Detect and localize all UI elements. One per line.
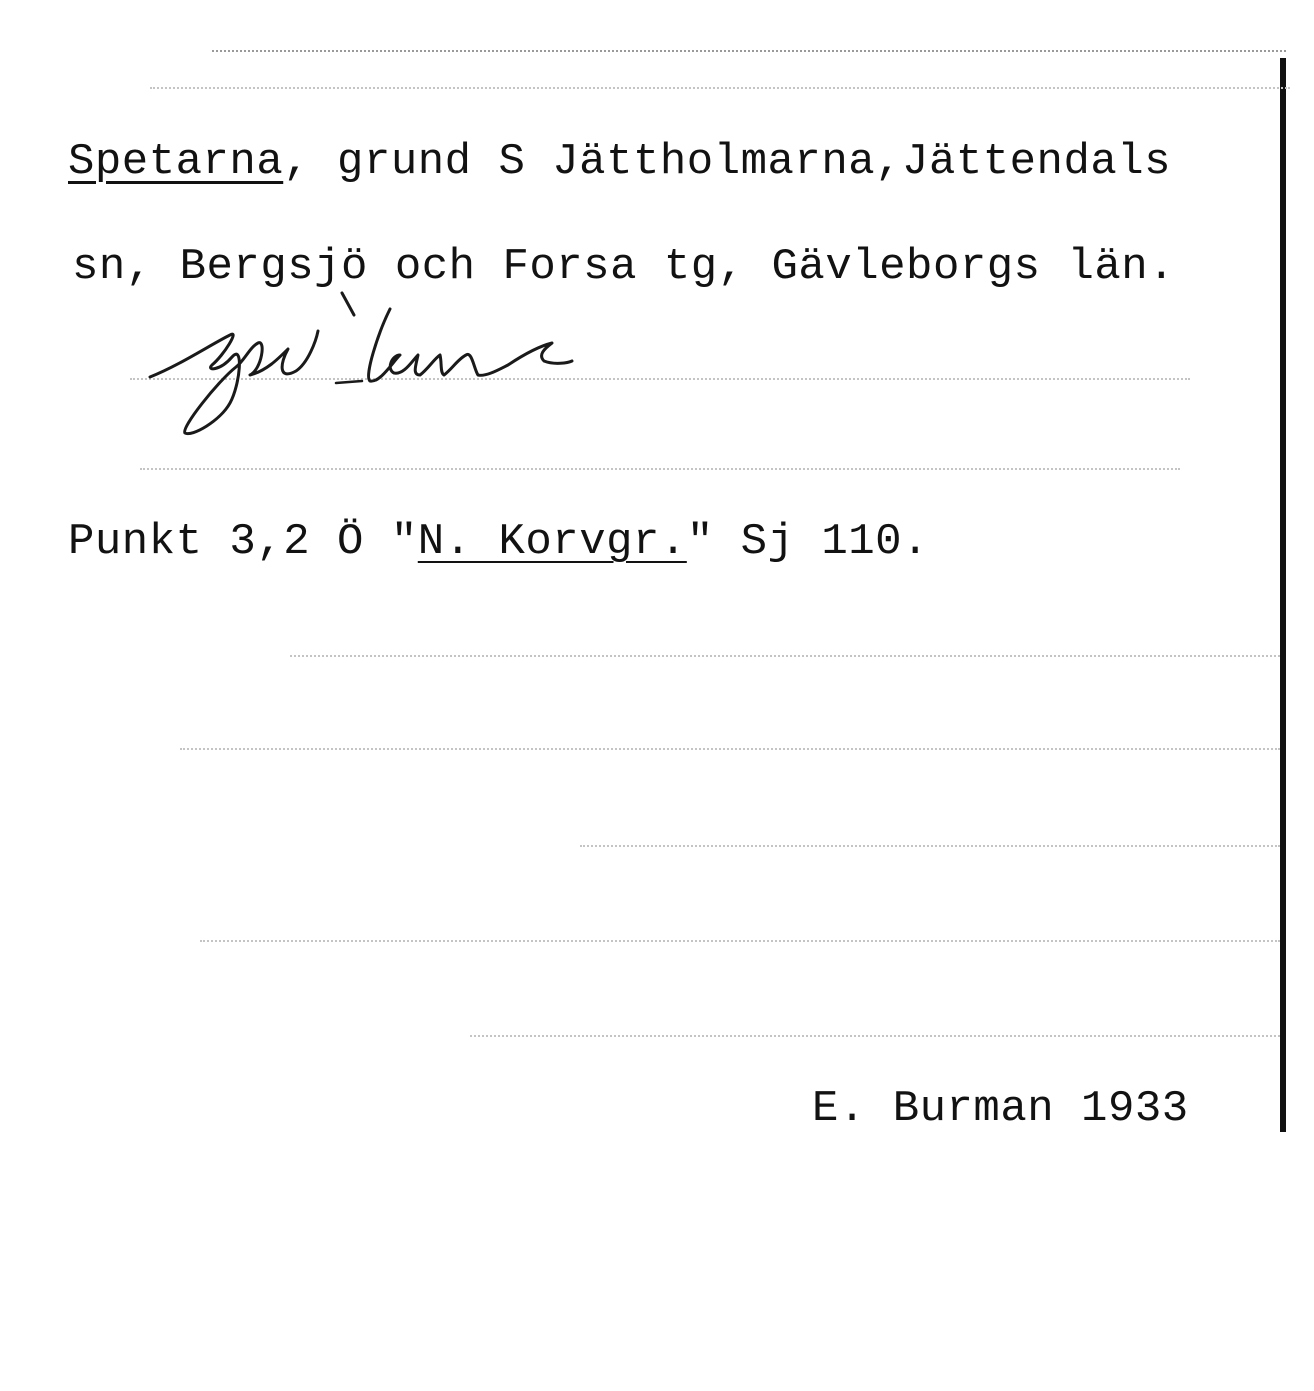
ruled-line	[200, 940, 1280, 942]
signature: E. Burman 1933	[812, 1084, 1189, 1134]
reference-suffix: " Sj 110.	[686, 517, 929, 567]
entry-line-1-text: , grund S Jättholmarna,Jättendals	[283, 137, 1172, 187]
entry-line-2: sn, Bergsjö och Forsa tg, Gävleborgs län.	[72, 242, 1176, 292]
entry-line-1	[68, 137, 1172, 187]
ruled-line	[150, 87, 1290, 89]
headword: Spetarna	[68, 137, 284, 187]
handwritten-pronunciation	[140, 285, 590, 445]
ruled-line	[470, 1035, 1280, 1037]
card-right-edge	[1280, 58, 1286, 1132]
ruled-line	[290, 655, 1280, 657]
reference-place: N. Korvgr.	[417, 517, 687, 567]
ruled-line	[140, 468, 1180, 470]
ruled-line	[580, 845, 1280, 847]
reference-prefix: Punkt 3,2 Ö "	[68, 517, 418, 567]
ruled-line	[180, 748, 1280, 750]
reference-line	[68, 517, 929, 567]
card-top-edge	[212, 50, 1286, 52]
